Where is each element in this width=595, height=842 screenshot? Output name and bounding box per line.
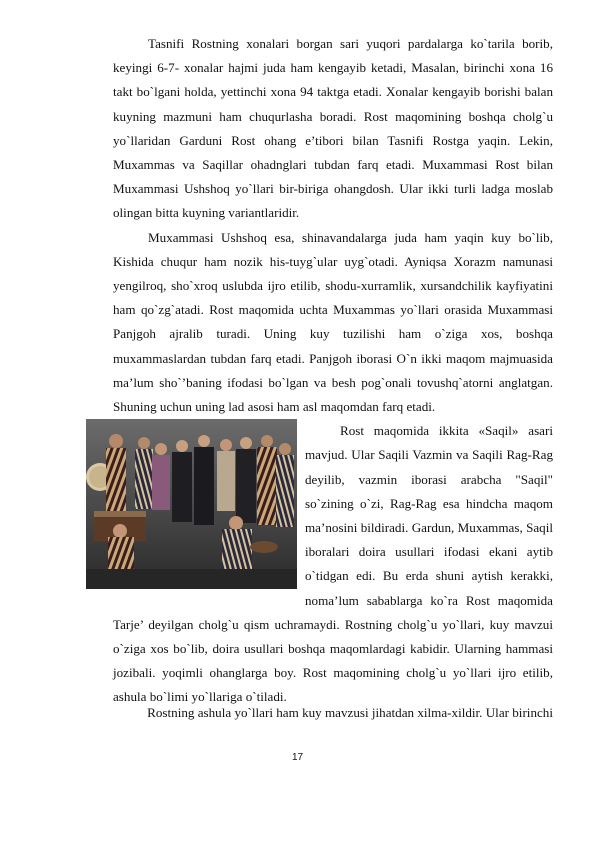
paragraph-3-with-photo [113, 419, 553, 709]
last-line: Rostning ashula yo`llari ham kuy mavzusi jihatdan xilma-xildir. Ular birinchi [147, 705, 553, 720]
ensemble-photo [86, 419, 297, 589]
paragraph-1: Tasnifi Rostning xonalari borgan sari yuqori pardalarga ko`tarila borib, keyingi 6-7- xonalar hajmi juda ham kengayib ketadi, Masalan, birinchi xona 16 takt bo`lgani holda, yettinchi xona 94 taktga etadi. Xonalar kengayib borishi balan kuyning mazmuni ham chuqurlasha boradi. Rost maqomining boshqa cholg`u yo`llaridan Garduni Rost ohang e’tibori bilan Tasnifi Rostga yaqin. Lekin, Muxammas va Saqillar ohadnglari tubdan farq etadi. Muxammasi Rost bilan Muxammasi Ushshoq yo`llari bir-biriga ohangdosh. Ular ikki turli ladga moslab olingan bitta kuyning variantlaridir. [113, 36, 553, 221]
paragraph-2: Muxammasi Ushshoq esa, shinavandalarga juda ham yaqin kuy bo`lib, Kishida chuqur ham nozik his-tuyg`ular uyg`otadi. Ayniqsa Xorazm namunasi yengilroq, sho`xroq uslubda ijro etilib, shodu-xurramlik, xursandchilik kayfiyatini ham qo`zg`atadi. Rost maqomida uchta Muxammas yo`llari orasida Muxammasi Panjgoh ajralib turadi. Uning kuy tuzilishi ham o`ziga xos, boshqa muxammaslardan tubdan farq etadi. Panjgoh iborasi O`n ikki maqom majmuasida ma’lum sho`’baning ifodasi bo`lgan va besh pog`onali tovushq`atorni anglatgan. Shuning uchun uning lad asosi ham asl maqomdan farq etadi. [113, 229, 553, 415]
text-body [113, 32, 553, 710]
ensemble-photo-icon [86, 419, 297, 589]
page-number: 17 [291, 752, 304, 763]
paragraph-3: Rost maqomida ikkita «Saqil» asari mavjud. Ular Saqili Vazmin va Saqili Rag-Rag deyilib, vazmin iborasi arabcha "Saqil" so`zining o`zi, Rag-Rag esa hindcha maqom ma’nosini bildiradi. Gardun, Muxammas, Saqil iboralari doira usullari ifodasi ekani aytib o`tidgan edi. Bu erda shuni aytish kerakki, noma’lum sabablarga ko`ra Rost maqomida Tarje’ deyilgan cholg`u qism uchramaydi. Rostning cholg`u yo`llari, kuy mavzui o`ziga xos bo`lib, doira usullari boshqa maqomlardagi kabidir. Ularning hammasi jozibali. yoqimli ohanglarga boy. Rost maqomining cholg`u yo`llari ijro etilib, ashula bo`limi yo`llariga o`tiladi. [113, 423, 553, 705]
